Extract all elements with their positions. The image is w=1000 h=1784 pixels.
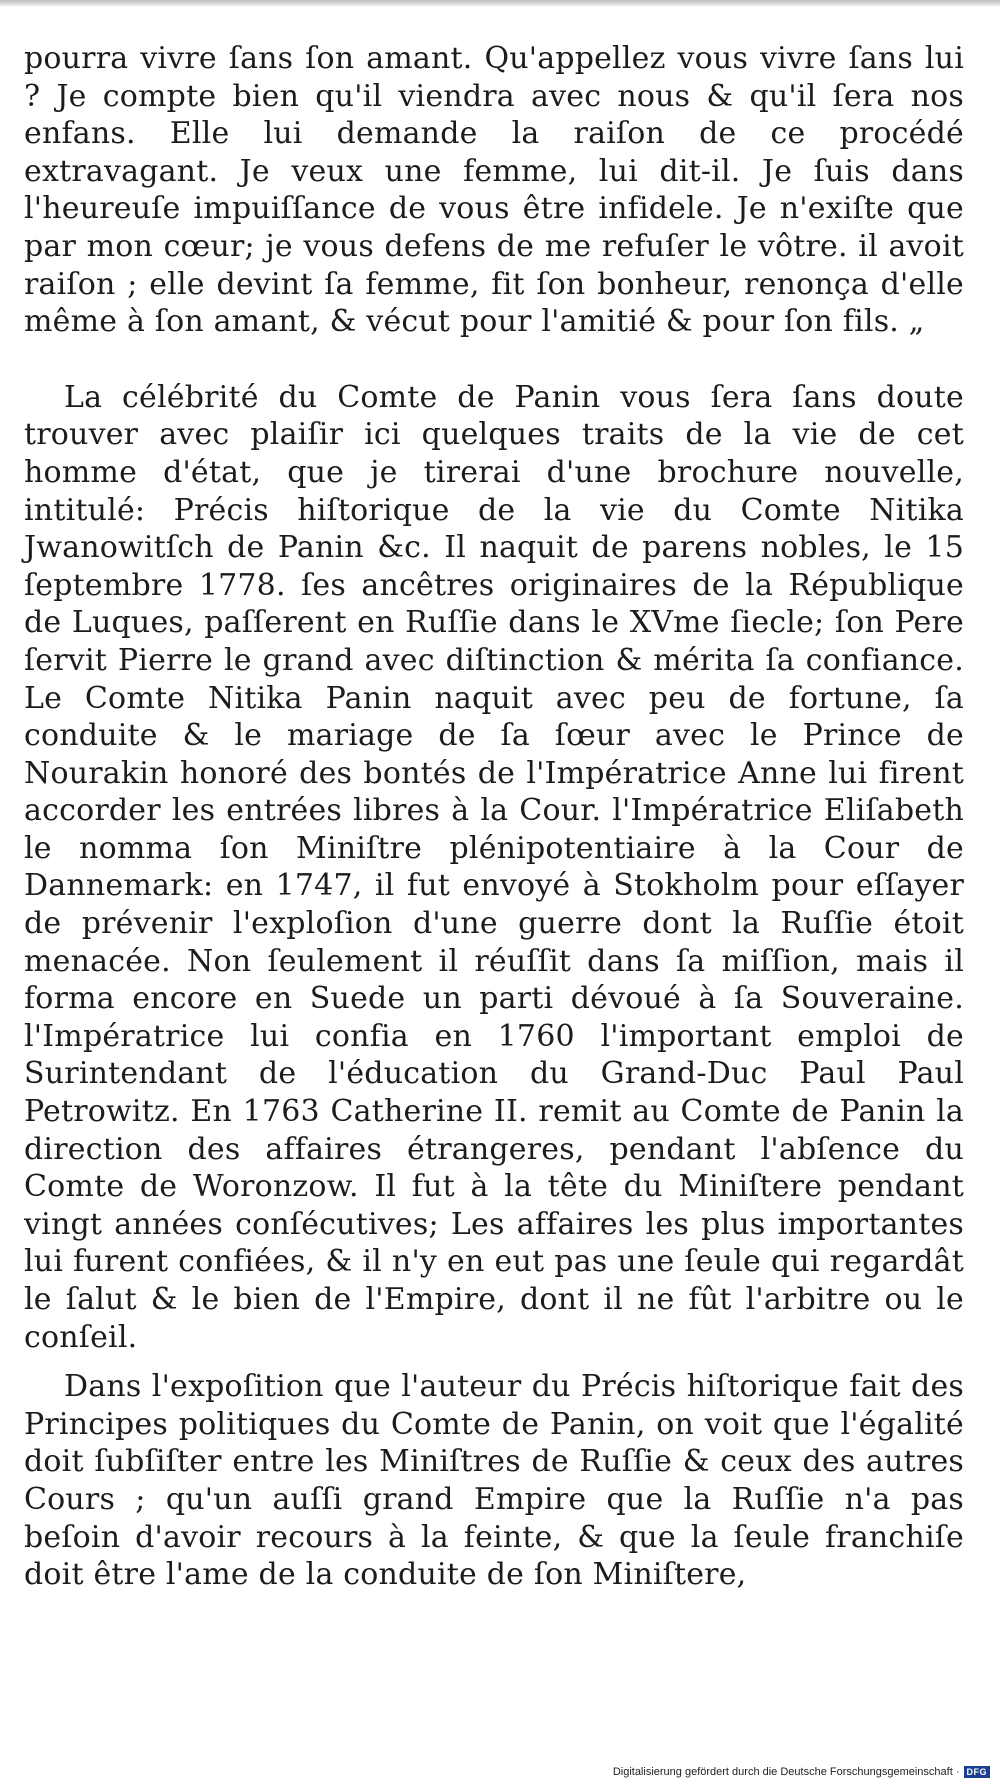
paragraph-principles: Dans l'expoſition que l'auteur du Précis hiſtorique fait des Principes politiques du Comte de Panin, on voit que l'égalité doit ſubſiſter entre les Miniſtres de Ruſſie & ceux des autres Cours ; qu'un auſſi grand Empire que la Ruſſie n'a pas beſoin d'avoir recours à la feinte, & que la ſeule franchiſe doit être l'ame de la conduite de ſon Miniſtere, — [24, 1369, 964, 1593]
paragraph-panin: La célébrité du Comte de Panin vous ſera ſans doute trouver avec plaiſir ici quelques traits de la vie de cet homme d'état, que je tirerai d'une brochure nouvelle, intitulé: Précis hiſtorique de la vie du Comte Nitika Jwanowitſch de Panin &c. Il naquit de parens nobles, le 15 ſeptembre 1778. ſes ancêtres originaires de la République de Luques, paſſerent en Ruſſie dans le XVme ſiecle; ſon Pere ſervit Pierre le grand avec diſtinction & mérita ſa confiance. Le Comte Nitika Panin naquit avec peu de fortune, ſa conduite & le mariage de ſa ſœur avec le Prince de Nourakin honoré des bontés de l'Impératrice Anne lui firent accorder les entrées libres à la Cour. l'Impératrice Eliſabeth le nomma ſon Miniſtre plénipotentiaire à la Cour de Dannemark: en 1747, il fut envoyé à Stokholm pour eſſayer de prévenir l'exploſion d'une guerre dont la Ruſſie étoit menacée. Non ſeulement il réuſſit dans ſa miſſion, mais il forma encore en Suede un parti dévoué à ſa Souveraine. l'Impératrice lui confia en 1760 l'important emploi de Surintendant de l'éducation du Grand-Duc Paul Paul Petrowitz. En 1763 Catherine II. remit au Comte de Panin la direction des affaires étrangeres, pendant l'abſence du Comte de Woronzow. Il fut à la tête du Miniſtere pendant vingt années conſécutives; Les affaires les plus importantes lui furent confiées, & il n'y en eut pas une ſeule qui regardât le ſalut & le bien de l'Empire, dont il ne fût l'arbitre ou le conſeil. — [24, 379, 964, 1355]
paragraph-continuation: pourra vivre ſans ſon amant. Qu'appellez vous vivre ſans lui ? Je compte bien qu'il viendra avec nous & qu'il ſera nos enfans. Elle lui demande la raiſon de ce procédé extravagant. Je veux une femme, lui dit-il. Je ſuis dans l'heureuſe impuiſſance de vous être infidele. Je n'exiſte que par mon cœur; je vous defens de me refuſer le vôtre. il avoit raiſon ; elle devint ſa femme, fit ſon bonheur, renonça d'elle même à ſon amant, & vécut pour l'amitié & pour ſon fils. „ — [24, 41, 964, 340]
scan-top-edge — [0, 0, 1000, 6]
book-page-text — [24, 40, 964, 1594]
credit-text: Digitalisierung gefördert durch die Deutsche Forschungsgemeinschaft · — [612, 1766, 960, 1778]
dfg-logo: DFG — [964, 1766, 991, 1778]
digitization-credit — [613, 1766, 990, 1778]
